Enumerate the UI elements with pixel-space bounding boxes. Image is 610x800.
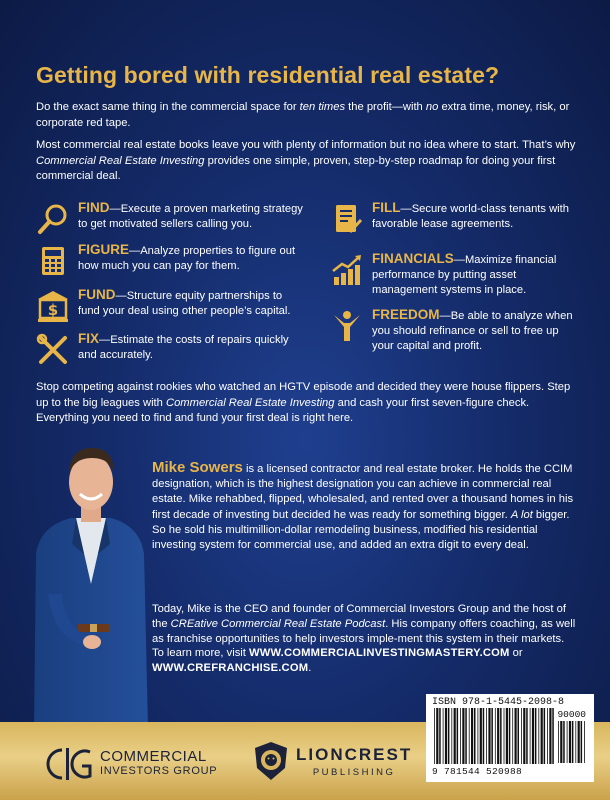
barcode-bar: [491, 708, 493, 764]
barcode-bar: [495, 708, 496, 764]
barcode-bar: [504, 708, 505, 764]
barcode-bar: [506, 708, 508, 764]
feature-financials: FINANCIALS—Maximize financial performance by putting asset management systems in place.: [330, 251, 575, 298]
barcode-bar: [480, 708, 482, 764]
barcode-bar: [465, 708, 467, 764]
calculator-icon: [36, 244, 70, 278]
barcode-bar: [469, 708, 470, 764]
tools-icon: [36, 333, 70, 367]
closing-paragraph: Stop competing against rookies who watched an HGTV episode and decided they were house flippers. Step up to the big leagues with Commercial Real Estate Investing and cash your first seven-figure check. Everything you need to find and fund your first deal is right here.: [36, 381, 571, 424]
feature-find: FIND—Execute a proven marketing strategy to get motivated sellers calling you.: [36, 200, 306, 236]
barcode-bar: [478, 708, 479, 764]
barcode-bar: [515, 708, 517, 764]
barcode-bar: [436, 708, 438, 764]
intro-paragraph: Do the exact same thing in the commercial space for ten times the profit—with no extra time, money, risk, or corporate red tape.: [36, 101, 570, 129]
barcode-bar: [497, 708, 499, 764]
isbn-barcode: [426, 694, 594, 782]
barcode-bar: [462, 708, 464, 764]
cig-monogram-icon: [40, 744, 94, 784]
feature-fix: FIX—Estimate the costs of repairs quickly and accurately.: [36, 331, 306, 367]
barcode-bar: [500, 708, 502, 764]
barcode-bar: [443, 708, 444, 764]
barcode-bar: [575, 721, 576, 763]
feature-fund: $ FUND—Structure equity partnerships to fund your deal using other people’s capital.: [36, 287, 306, 323]
barcode-bar: [526, 708, 528, 764]
feature-fill: FILL—Secure world-class tenants with favorable lease agreements.: [330, 200, 575, 236]
price-code: 90000: [557, 709, 586, 720]
barcode-bar: [486, 708, 487, 764]
barcode-bar: [523, 708, 525, 764]
barcode-bar: [560, 721, 562, 763]
barcode-bar: [434, 708, 435, 764]
learn-more-paragraph: To learn more, visit WWW.COMMERCIALINVESTINGMASTERY.COM or WWW.CREFRANCHISE.COM.: [152, 647, 523, 675]
author-photo: [26, 434, 156, 730]
author-name: Mike Sowers: [152, 459, 243, 476]
barcode-bar: [552, 708, 554, 764]
lioncrest-publishing-logo: LIONCREST PUBLISHING: [252, 740, 412, 782]
barcode-bar: [544, 708, 546, 764]
barcode-bar: [448, 708, 450, 764]
isbn-text: ISBN 978-1-5445-2098-8: [432, 697, 565, 708]
svg-text:$: $: [47, 301, 59, 319]
person-celebrating-icon: [330, 309, 364, 343]
barcode-number: 9 781544 520988: [432, 766, 523, 777]
barcode-bar: [439, 708, 441, 764]
commercial-investors-group-logo: COMMERCIAL INVESTORS GROUP: [40, 744, 217, 784]
barcode-bar: [509, 708, 511, 764]
feature-freedom: FREEDOM—Be able to analyze when you should refinance or sell to free up your capital and profit.: [330, 307, 575, 354]
barcode-bar: [474, 708, 476, 764]
headline: Getting bored with residential real estate?: [36, 62, 500, 88]
barcode-bar: [538, 708, 539, 764]
barcode-bar: [457, 708, 459, 764]
barcode-bar: [584, 721, 585, 763]
barcode-bar: [471, 708, 473, 764]
magnifier-icon: [36, 202, 70, 236]
barcode-bar: [569, 721, 571, 763]
roadmap-paragraph: Most commercial real estate books leave you with plenty of information but no idea where to start. That’s why Commercial Real Estate Investing provides one simple, proven, step-by-step roadmap for doing your first commercial deal.: [36, 139, 576, 182]
barcode-bar: [532, 708, 534, 764]
barcode-bar: [572, 721, 574, 763]
barcode-bar: [581, 721, 583, 763]
barcode-bar: [558, 721, 559, 763]
lease-document-icon: [330, 202, 364, 236]
barcode-bar: [547, 708, 548, 764]
barcode-bar: [445, 708, 447, 764]
barcode-bar: [541, 708, 543, 764]
barcode-bar: [549, 708, 551, 764]
barcode-bar: [567, 721, 568, 763]
lion-crest-icon: [252, 740, 290, 782]
author-company-paragraph: Today, Mike is the CEO and founder of Commercial Investors Group and the host of the CREative Commercial Real Estate Podcast. His company offers coaching, as well as franchise opportunities to help investors imple-ment this system in their markets.: [152, 603, 576, 646]
barcode-bar: [535, 708, 537, 764]
barcode-bar: [530, 708, 531, 764]
barcode-bar: [483, 708, 485, 764]
author-bio: Mike Sowers is a licensed contractor and real estate broker. He holds the CCIM designation, which is the highest designation you can achieve in commercial real estate. Mike rehabbed, flipped, wholesaled, and rented over a thousand homes in his first decade of investing but decided he was ready for something bigger. A lot bigger. So he sold his multimillion-dollar remodeling business, modified his residential investing system for commercial use, and added an extra digit to every deal.: [152, 459, 574, 552]
barcode-bar: [578, 721, 580, 763]
barcode-bars-addon: [558, 721, 586, 763]
barcode-bar: [563, 721, 565, 763]
barcode-bar: [512, 708, 513, 764]
growth-chart-icon: [330, 253, 364, 287]
bank-dollar-icon: [36, 289, 70, 323]
barcode-bar: [518, 708, 520, 764]
website-link-franchise[interactable]: WWW.CREFRANCHISE.COM: [152, 662, 309, 675]
feature-figure: FIGURE—Analyze properties to figure out how much you can pay for them.: [36, 242, 306, 278]
barcode-bar: [460, 708, 461, 764]
website-link-mastery[interactable]: WWW.COMMERCIALINVESTINGMASTERY.COM: [249, 647, 510, 659]
barcode-bar: [451, 708, 452, 764]
barcode-bar: [488, 708, 490, 764]
barcode-bar: [521, 708, 522, 764]
barcode-bar: [454, 708, 456, 764]
barcode-bars-main: [434, 708, 554, 764]
